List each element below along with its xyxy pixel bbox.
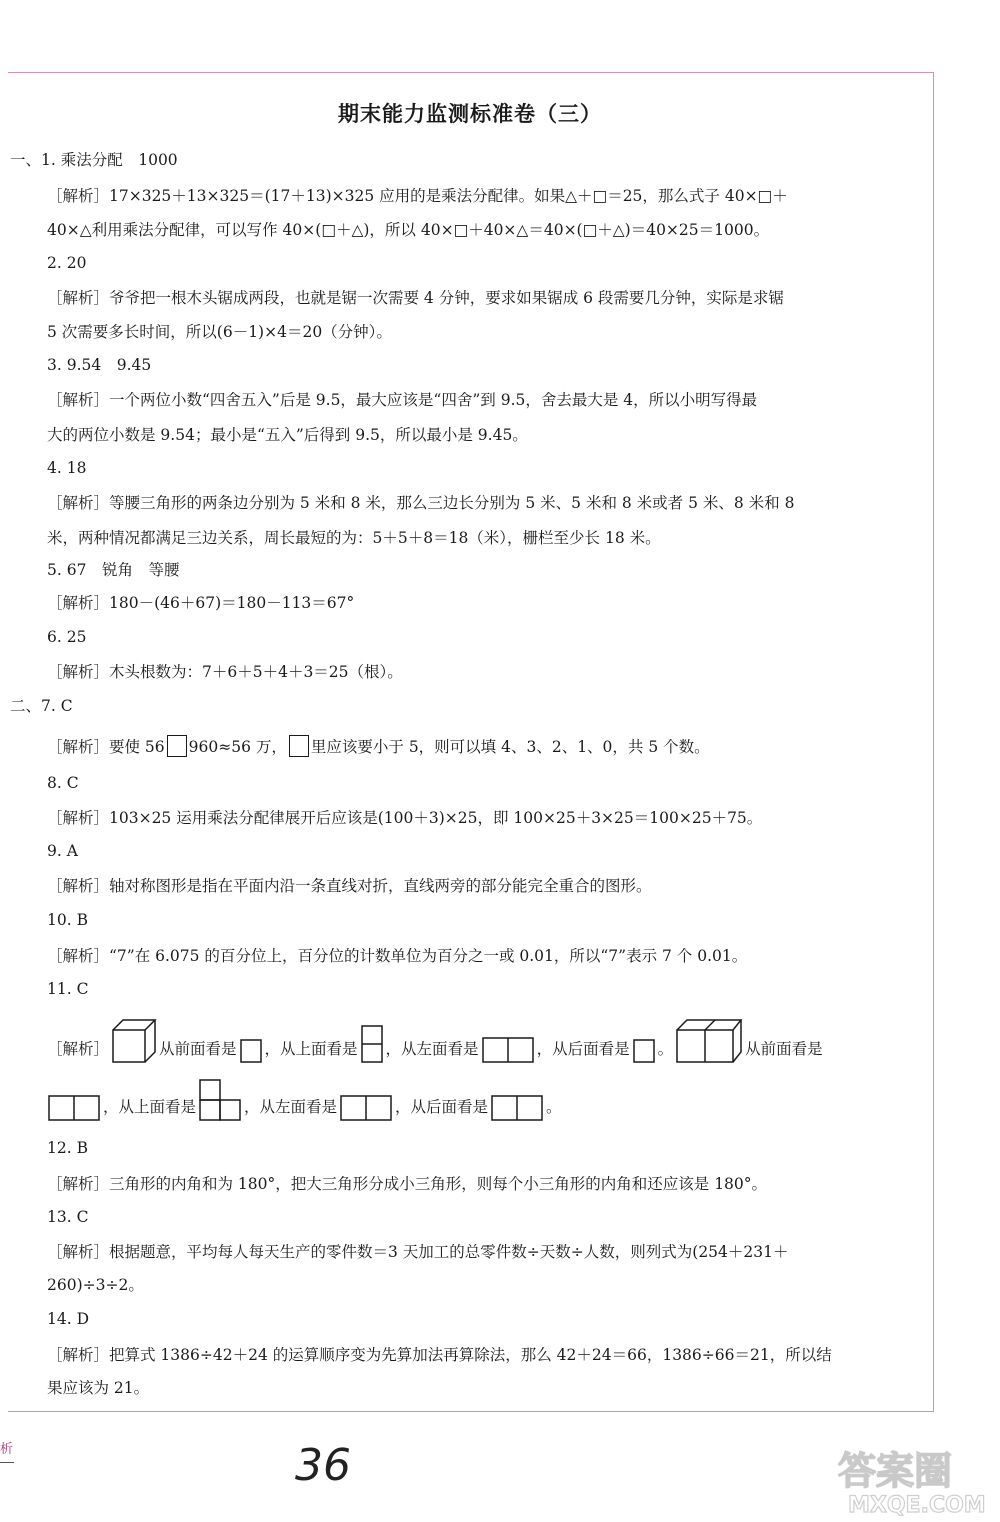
analysis-line: ［解析］17×325＋13×325＝(17＋13)×325 应用的是乘法分配律。如果△＋□＝25，那么式子 40×□＋ [47,187,788,205]
analysis-line: 260)÷3÷2。 [47,1276,144,1294]
answer-line: 9. A [47,842,78,860]
analysis-line: ［解析］“7”在 6.075 的百分位上，百分位的计数单位为百分之一或 0.01，所以“7”表示 7 个 0.01。 [47,947,748,965]
analysis-line: ［解析］木头根数为：7＋6＋5＋4＋3＝25（根）。 [47,663,403,681]
page-number: 36 [295,1440,351,1491]
double-square-view-icon [490,1094,544,1140]
analysis-line: ［解析］三角形的内角和为 180°，把大三角形分成小三角形，则每个小三角形的内角和还应该是 180°。 [47,1175,768,1193]
single-square-view-icon [632,1034,656,1084]
svg-text:MXQE.COM: MXQE.COM [848,1493,986,1518]
answer-line: 3. 9.54 9.45 [47,356,152,374]
double-square-view-icon [47,1094,101,1140]
stacked-square-view-icon [360,1024,384,1084]
answer-line: 8. C [47,774,79,792]
double-cube-icon [675,1018,743,1084]
double-square-view-icon [339,1094,393,1140]
analysis-line: ［解析］180－(46＋67)＝180－113＝67° [47,594,355,612]
answer-line: 4. 18 [47,459,87,477]
cube-icon [111,1016,157,1084]
svg-text:答案圈: 答案圈 [838,1449,953,1493]
analysis-line: ［解析］爷爷把一根木头锯成两段，也就是锯一次需要 4 分钟，要求如果锯成 6 段需要几分钟，实际是求锯 [47,289,784,307]
analysis-line: 果应该为 21。 [47,1379,150,1397]
answer-line: 11. C [47,980,89,998]
answer-line: 13. C [47,1208,89,1226]
analysis-line: 40×△利用乘法分配律，可以写作 40×(□＋△)，所以 40×□＋40×△＝40×(□＋△)＝40×25＝1000。 [47,221,770,239]
analysis-line: ［解析］把算式 1386÷42＋24 的运算顺序变为先算加法再算除法，那么 42＋24＝66，1386÷66＝21，所以结 [47,1346,832,1364]
footer-divider [0,1462,14,1463]
answer-line: 14. D [47,1310,90,1328]
analysis-line: ［解析］ 从前面看是 ，从上面看是 ，从左面看是 ，从后面看是 。 从前面看是 [47,1016,823,1066]
blank-box-icon [289,735,309,757]
answer-line: 6. 25 [47,628,87,646]
answer-line: 12. B [47,1139,88,1157]
analysis-line: 大的两位小数是 9.54；最小是“五入”后得到 9.5，所以最小是 9.45。 [47,426,528,444]
analysis-line: ［解析］103×25 运用乘法分配律展开后应该是(100＋3)×25，即 100×25＋3×25＝100×25＋75。 [47,809,763,827]
double-square-view-icon [481,1034,535,1084]
analysis-line: ［解析］根据题意，平均每人每天生产的零件数＝3 天加工的总零件数÷天数÷人数，则列式为(254＋231＋ [47,1243,789,1261]
footer-edge-label: 析 [0,1442,14,1457]
answer-line: 10. B [47,911,88,929]
single-square-view-icon [239,1034,263,1084]
analysis-line: 米，两种情况都满足三边关系，周长最短的为：5＋5＋8＝18（米），栅栏至少长 18 米。 [47,529,661,547]
l-shape-view-icon [198,1078,242,1140]
analysis-line: 5 次需要多长时间，所以(6－1)×4＝20（分钟）。 [47,323,392,341]
analysis-line: ，从上面看是 ，从左面看是 ，从后面看是 。 [45,1078,562,1124]
answer-line: 一、1. 乘法分配 1000 [10,151,178,169]
analysis-line: ［解析］等腰三角形的两条边分别为 5 米和 8 米，那么三边长分别为 5 米、5 米和 8 米或者 5 米、8 米和 8 [47,494,795,512]
answer-line: 二、7. C [10,697,73,715]
analysis-line: ［解析］轴对称图形是指在平面内沿一条直线对折，直线两旁的部分能完全重合的图形。 [47,877,652,895]
watermark-logo [820,1440,1000,1518]
blank-box-icon [167,735,187,757]
answer-line: 5. 67 锐角 等腰 [47,561,180,579]
page-title: 期末能力监测标准卷（三） [338,101,602,126]
analysis-line: ［解析］要使 56 960≈56 万， 里应该要小于 5，则可以填 4、3、2、1、0，共 5 个数。 [47,735,710,757]
answer-line: 2. 20 [47,254,87,272]
analysis-line: ［解析］一个两位小数“四舍五入”后是 9.5，最大应该是“四舍”到 9.5，舍去最大是 4，所以小明写得最 [47,391,758,409]
